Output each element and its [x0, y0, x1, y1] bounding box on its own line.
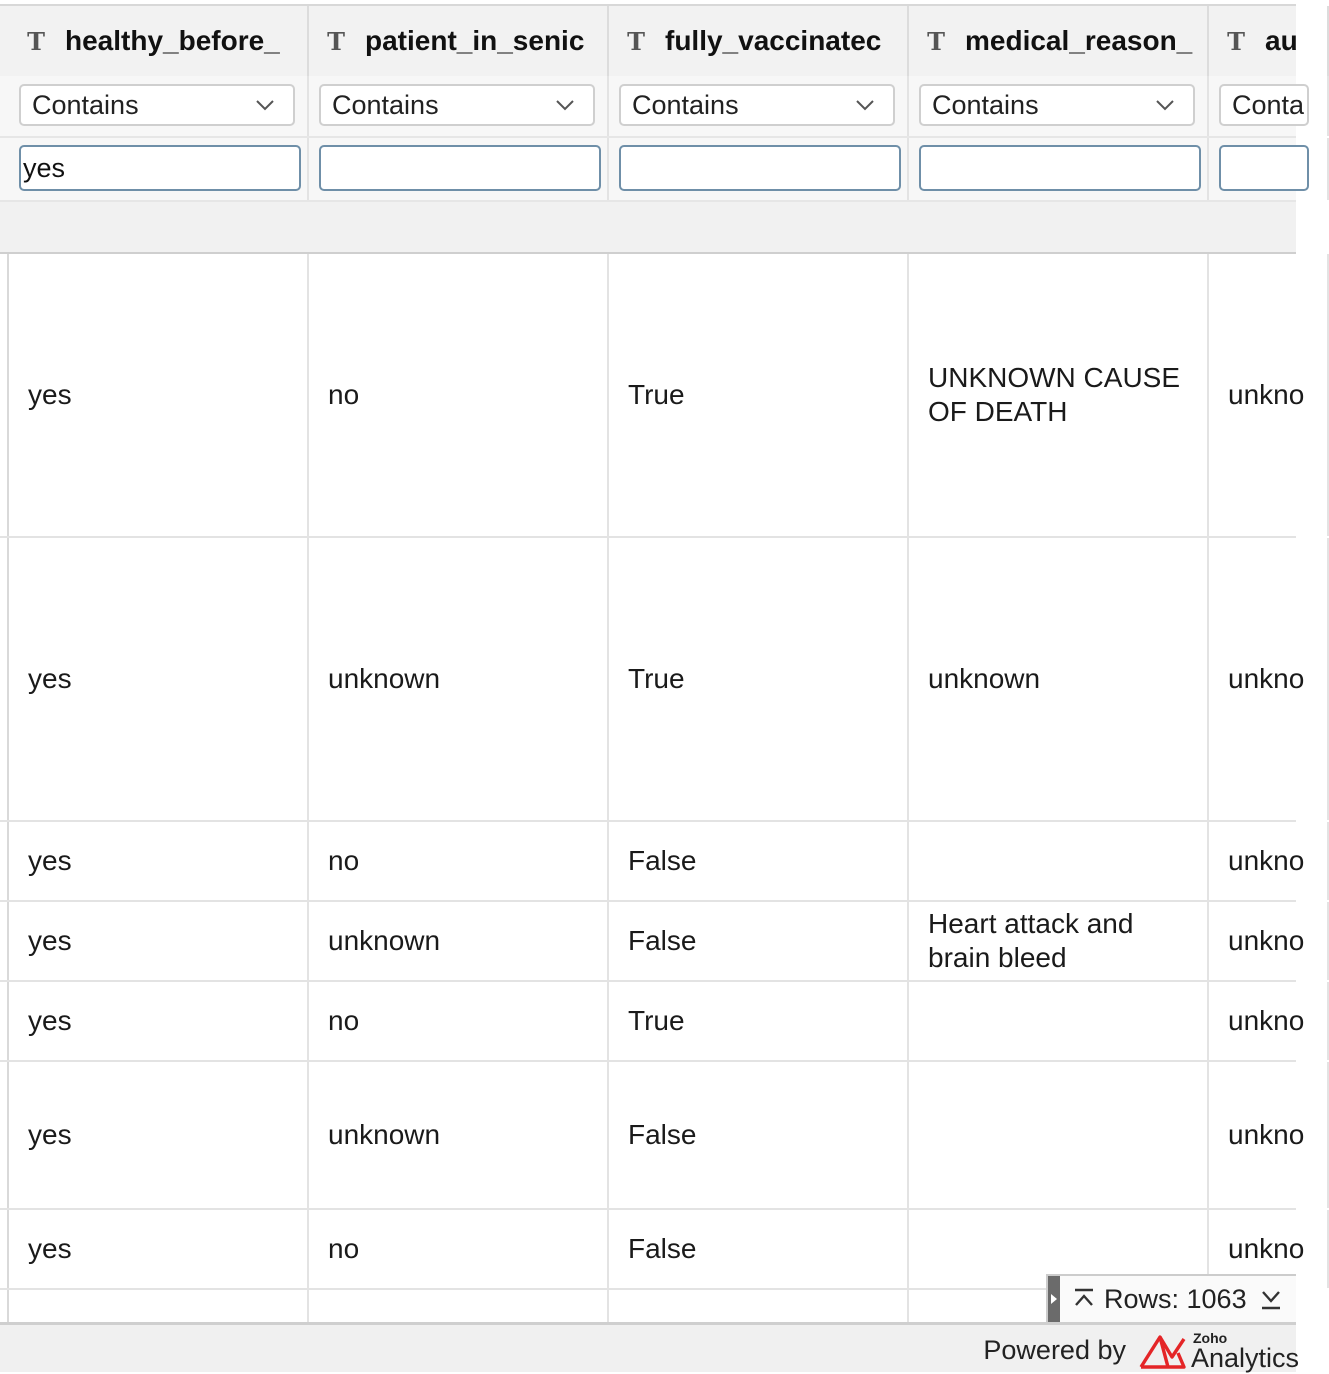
- filter-value-cell: [1209, 138, 1329, 200]
- table-cell: UNKNOWN CAUSE OF DEATH: [909, 254, 1209, 536]
- table-cell: False: [609, 822, 909, 900]
- filter-operator-value: Contains: [632, 89, 739, 120]
- table-cell: yes: [9, 538, 309, 820]
- table-row[interactable]: [0, 902, 1305, 982]
- powered-by-text: Powered by: [983, 1335, 1126, 1365]
- table-cell: yes: [9, 1062, 309, 1208]
- text-type-icon: T: [627, 26, 645, 56]
- filter-value-input[interactable]: [1219, 145, 1309, 191]
- table-row[interactable]: [0, 822, 1305, 902]
- chevron-down-icon: [855, 95, 875, 115]
- filter-operator-select[interactable]: [919, 84, 1195, 126]
- filter-value-row: [0, 138, 1296, 202]
- filter-value-input[interactable]: [919, 145, 1201, 191]
- filter-operator-cell: [309, 76, 609, 136]
- table-cell: [909, 982, 1209, 1060]
- filter-spacer-band: [0, 202, 1296, 254]
- footer-bar: [0, 1322, 1300, 1373]
- table-cell: False: [609, 1062, 909, 1208]
- table-cell: no: [309, 1210, 609, 1288]
- filter-operator-value: Contains: [32, 89, 139, 120]
- table-cell: no: [309, 982, 609, 1060]
- column-header-label: patient_in_senic: [365, 25, 585, 56]
- chevron-down-icon: [1155, 95, 1175, 115]
- text-type-icon: T: [327, 26, 345, 56]
- table-cell: False: [609, 1210, 909, 1288]
- table-cell: False: [609, 902, 909, 980]
- text-type-icon: T: [1227, 26, 1245, 56]
- brand-name-text: Analytics: [1191, 1343, 1300, 1373]
- table-cell: unkno: [1209, 1062, 1329, 1208]
- text-type-icon: T: [27, 26, 45, 56]
- filter-value-input[interactable]: [319, 145, 601, 191]
- brand-small-text: Zoho: [1193, 1330, 1228, 1346]
- scroll-to-bottom-icon[interactable]: [1259, 1287, 1283, 1311]
- filter-value-cell: [909, 138, 1209, 200]
- filter-operator-select[interactable]: [1219, 84, 1309, 126]
- scroll-to-top-icon[interactable]: [1072, 1287, 1096, 1311]
- table-cell: yes: [9, 982, 309, 1060]
- column-header-row: [0, 4, 1296, 78]
- caret-right-icon: [1050, 1293, 1058, 1305]
- filter-value-input[interactable]: [19, 145, 301, 191]
- rows-count-label: Rows: 1063: [1104, 1283, 1247, 1314]
- column-header-label: au: [1265, 25, 1298, 56]
- table-cell: yes: [9, 822, 309, 900]
- table-row[interactable]: [0, 1062, 1305, 1210]
- table-cell: [909, 1062, 1209, 1208]
- table-cell: Heart attack and brain bleed: [909, 902, 1209, 980]
- column-header-medical-reason[interactable]: [909, 6, 1209, 76]
- table-cell: True: [609, 982, 909, 1060]
- filter-operator-cell: [9, 76, 309, 136]
- column-header-label: healthy_before_: [65, 25, 280, 56]
- column-header-healthy[interactable]: [9, 6, 309, 76]
- table-cell: no: [309, 254, 609, 536]
- chevron-down-icon: [555, 95, 575, 115]
- table-cell: yes: [9, 902, 309, 980]
- filter-operator-cell: [909, 76, 1209, 136]
- table-cell: True: [609, 538, 909, 820]
- filter-operator-cell: [1209, 76, 1329, 136]
- table-cell: unkno: [1209, 538, 1329, 820]
- column-header-senior[interactable]: [309, 6, 609, 76]
- table-cell: unknown: [309, 902, 609, 980]
- filter-value-input[interactable]: [619, 145, 901, 191]
- table-cell: unknown: [909, 538, 1209, 820]
- chevron-down-icon: [255, 95, 275, 115]
- rows-counter: [1046, 1274, 1296, 1322]
- table-cell: unkno: [1209, 982, 1329, 1060]
- column-header-vaccinated[interactable]: [609, 6, 909, 76]
- filter-operator-select[interactable]: [319, 84, 595, 126]
- filter-value-cell: [309, 138, 609, 200]
- filter-value-cell: [9, 138, 309, 200]
- table-cell: unkno: [1209, 902, 1329, 980]
- column-header-label: fully_vaccinatec: [665, 25, 882, 56]
- text-type-icon: T: [927, 26, 945, 56]
- column-header-label: medical_reason_: [965, 25, 1193, 56]
- table-cell: unkno: [1209, 822, 1329, 900]
- filter-value-cell: [609, 138, 909, 200]
- filter-operator-select[interactable]: [619, 84, 895, 126]
- table-cell: yes: [9, 254, 309, 536]
- filter-operator-select[interactable]: [19, 84, 295, 126]
- column-header-autopsy[interactable]: [1209, 6, 1329, 76]
- table-row[interactable]: [0, 254, 1305, 538]
- filter-operator-value: Contains: [332, 89, 439, 120]
- table-cell: yes: [9, 1210, 309, 1288]
- table-cell: unknown: [309, 1062, 609, 1208]
- table-row[interactable]: [0, 538, 1305, 822]
- table-cell: unkno: [1209, 254, 1329, 536]
- zoho-analytics-logo-icon[interactable]: [1138, 1331, 1188, 1371]
- filter-operator-value: Conta: [1232, 89, 1305, 120]
- filter-operator-value: Contains: [932, 89, 1039, 120]
- filter-operator-cell: [609, 76, 909, 136]
- table-cell: unknown: [309, 538, 609, 820]
- filter-operator-row: [0, 76, 1305, 138]
- table-row[interactable]: [0, 982, 1305, 1062]
- table-cell: True: [609, 254, 909, 536]
- table-cell: no: [309, 822, 609, 900]
- collapse-handle[interactable]: [1048, 1276, 1060, 1322]
- table-cell: unkno: [1209, 1210, 1329, 1288]
- table-cell: [909, 822, 1209, 900]
